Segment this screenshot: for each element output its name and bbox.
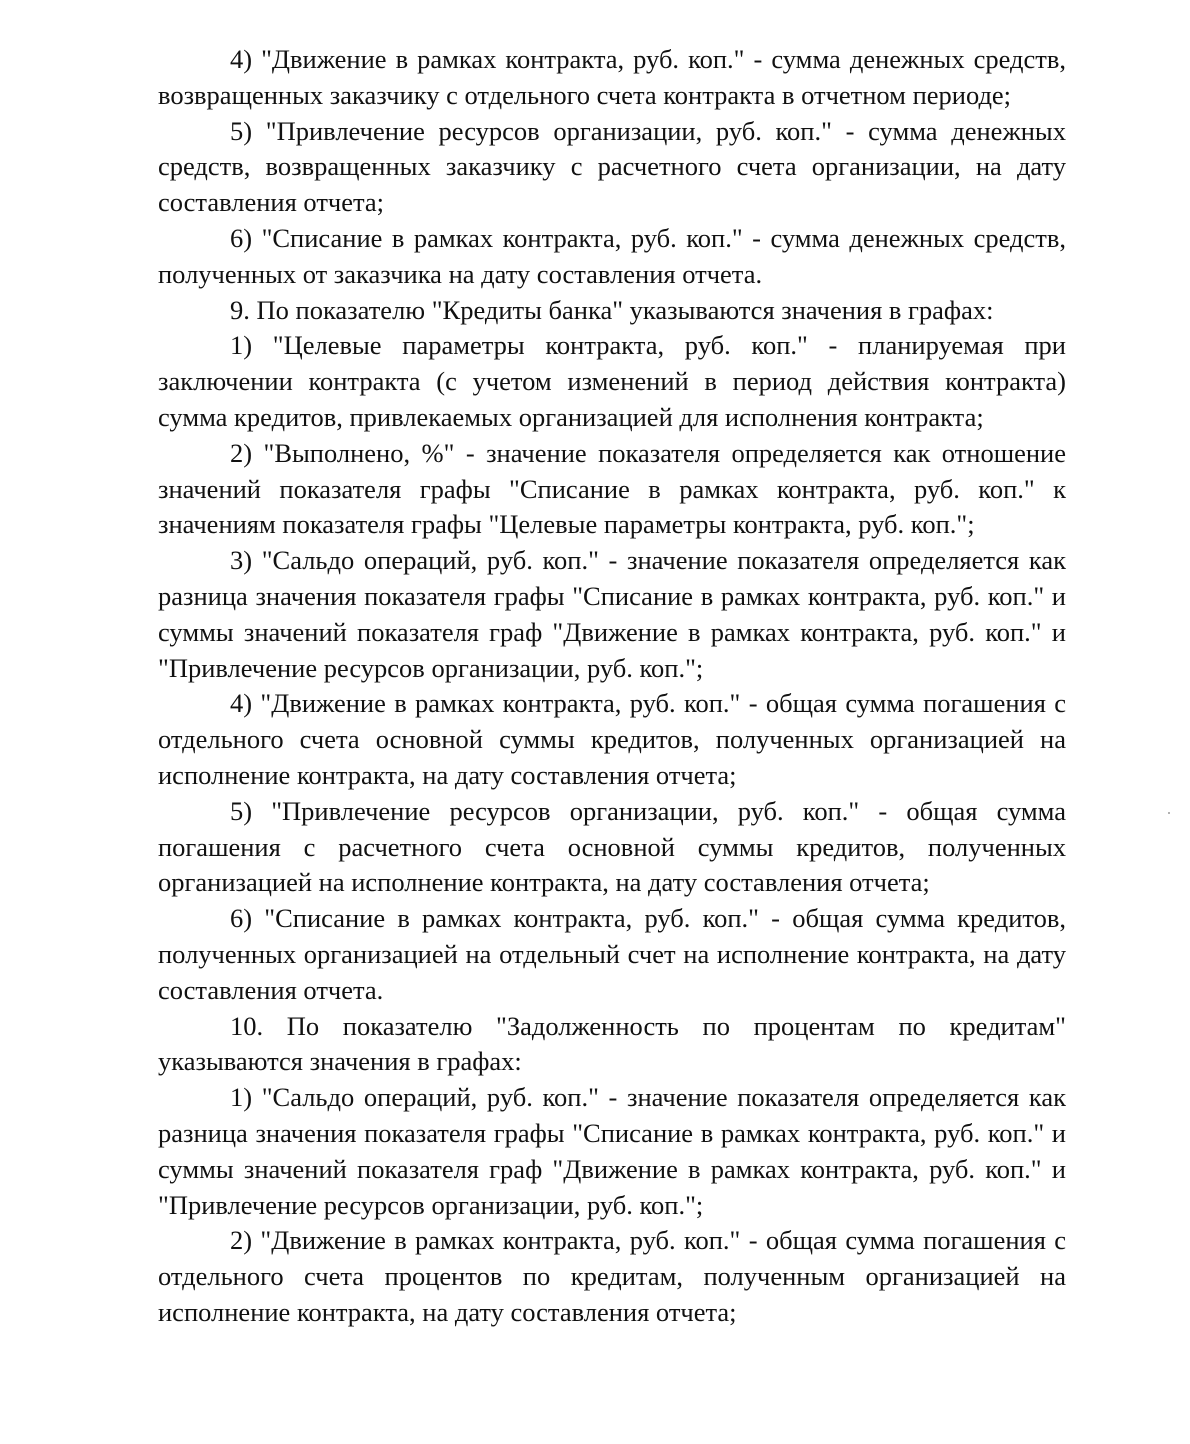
document-page (158, 42, 1066, 1331)
paragraph-s9-item-5: 5) "Привлечение ресурсов организации, руб. коп." - общая сумма погашения с расчетного счета основной суммы кредитов, полученных организацией на исполнение контракта, на дату составления отчета; (158, 795, 1066, 898)
paragraph-s9-item-6: 6) "Списание в рамках контракта, руб. коп." - общая сумма кредитов, полученных организацией на отдельный счет на исполнение контракта, на дату составления отчета. (158, 903, 1066, 1005)
section-10-heading: 10. По показателю "Задолженность по процентам по кредитам" указываются значения в графах: (158, 1010, 1066, 1077)
paragraph-s9-item-4: 4) "Движение в рамках контракта, руб. коп." - общая сумма погашения с отдельного счета основной суммы кредитов, полученных организацией на исполнение контракта, на дату составления отчета; (158, 688, 1066, 790)
paragraph-item-4-movement: 4) "Движение в рамках контракта, руб. коп." - сумма денежных средств, возвращенных заказчику с отдельного счета контракта в отчетном периоде; (158, 44, 1066, 110)
paragraph-s10-item-1: 1) "Сальдо операций, руб. коп." - значение показателя определяется как разница значения показателя графы "Списание в рамках контракта, руб. коп." и суммы значений показателя граф "Движение в рамках контракта, руб. коп." и "Привлечение ресурсов организации, руб. коп."; (158, 1082, 1066, 1220)
section-9-heading: 9. По показателю "Кредиты банка" указываются значения в графах: (230, 294, 994, 325)
paragraph-s9-item-1: 1) "Целевые параметры контракта, руб. коп." - планируемая при заключении контракта (с учетом изменений в период действия контракта) сумма кредитов, привлекаемых организацией для исполнения контракта; (158, 330, 1066, 432)
paragraph-item-5-resources: 5) "Привлечение ресурсов организации, руб. коп." - сумма денежных средств, возвращенных заказчику с расчетного счета организации, на дату составления отчета; (158, 115, 1066, 218)
paragraph-s9-item-3: 3) "Сальдо операций, руб. коп." - значение показателя определяется как разница значения показателя графы "Списание в рамках контракта, руб. коп." и суммы значений показателя граф "Движение в рамках контракта, руб. коп." и "Привлечение ресурсов организации, руб. коп."; (158, 545, 1066, 683)
paragraph-s10-item-2: 2) "Движение в рамках контракта, руб. коп." - общая сумма погашения с отдельного счета процентов по кредитам, полученным организацией на исполнение контракта, на дату составления отчета; (158, 1225, 1066, 1327)
paragraph-s9-item-2: 2) "Выполнено, %" - значение показателя определяется как отношение значений показателя графы "Списание в рамках контракта, руб. коп." к значениям показателя графы "Целевые параметры контракта, руб. коп."; (158, 437, 1066, 540)
paragraph-item-6-writeoff: 6) "Списание в рамках контракта, руб. коп." - сумма денежных средств, полученных от заказчика на дату составления отчета. (158, 222, 1066, 289)
scan-speck (1168, 812, 1170, 814)
